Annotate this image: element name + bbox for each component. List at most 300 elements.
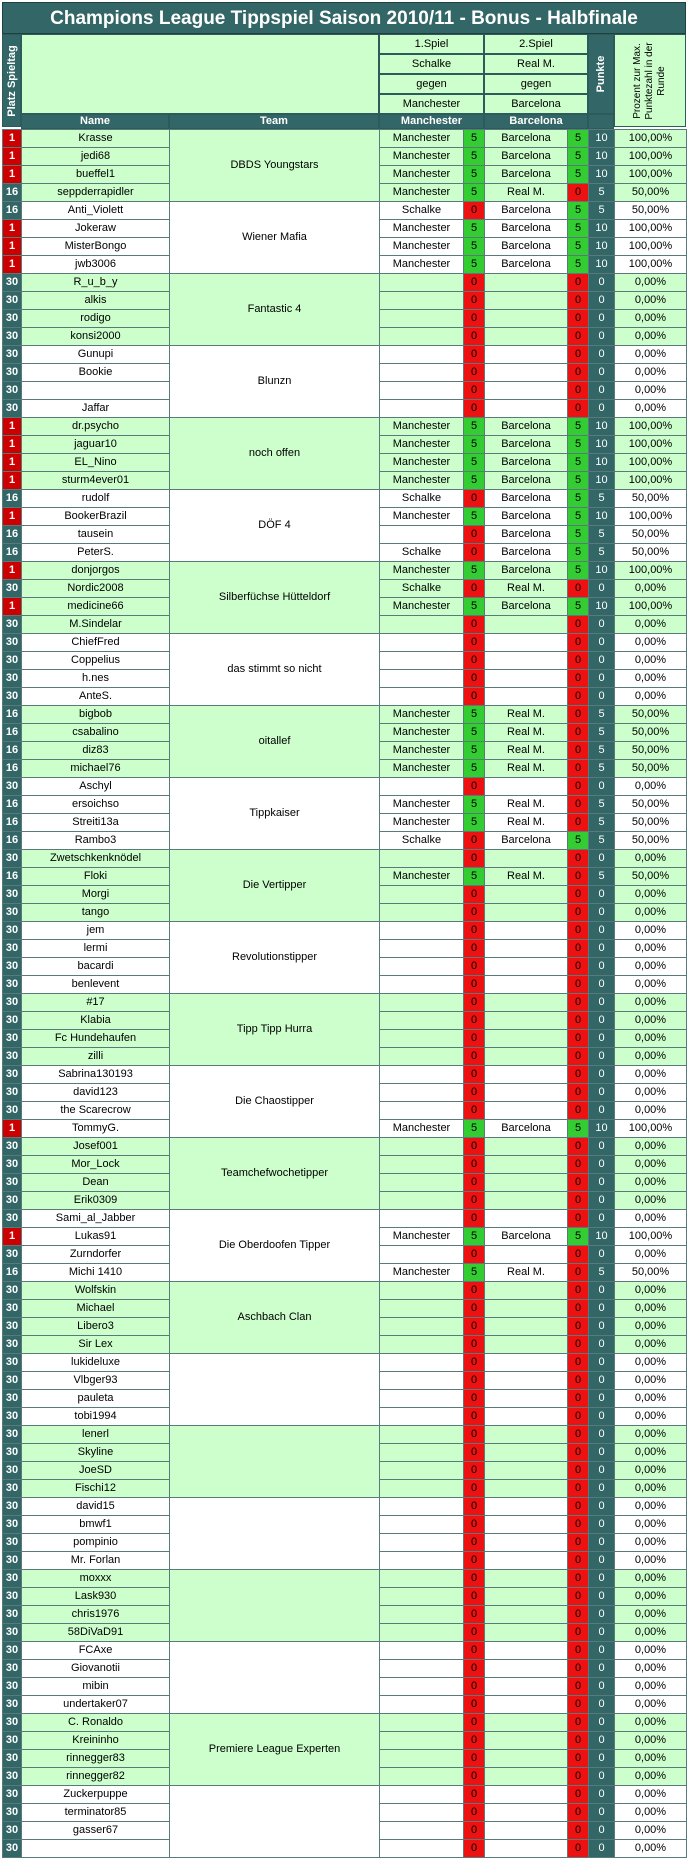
header-blank [21,34,379,114]
tipp2-cell [485,1606,568,1624]
name-cell: lenerl [22,1426,170,1444]
spiel2-away: Barcelona [484,94,588,114]
tipp2-cell [485,400,568,418]
points-cell: 0 [589,1462,615,1480]
rank-cell: 30 [3,1732,22,1750]
tipp2-cell: Barcelona [485,130,568,148]
name-cell: Mr. Forlan [22,1552,170,1570]
points-cell: 0 [589,1048,615,1066]
percent-cell: 0,00% [615,688,687,706]
score2-cell: 0 [568,652,589,670]
tipp2-cell [485,616,568,634]
points-cell: 0 [589,1696,615,1714]
tipp2-cell [485,670,568,688]
rank-cell: 30 [3,1282,22,1300]
tipp2-cell: Real M. [485,1264,568,1282]
score2-cell: 0 [568,760,589,778]
points-cell: 0 [589,328,615,346]
tipp1-cell: Schalke [380,544,464,562]
score2-cell: 5 [568,454,589,472]
score2-cell: 5 [568,1228,589,1246]
tipp1-cell: Manchester [380,184,464,202]
percent-cell: 0,00% [615,904,687,922]
tipp1-cell [380,1030,464,1048]
tipp2-cell: Real M. [485,706,568,724]
name-cell: Streiti13a [22,814,170,832]
score2-cell: 5 [568,256,589,274]
score2-cell: 0 [568,1318,589,1336]
points-cell: 0 [589,1750,615,1768]
rank-cell: 30 [3,1102,22,1120]
rank-cell: 1 [3,454,22,472]
tipp1-cell: Manchester [380,814,464,832]
tipp2-cell: Barcelona [485,418,568,436]
score2-cell: 0 [568,868,589,886]
score1-cell: 5 [464,724,485,742]
percent-cell: 50,00% [615,1264,687,1282]
table-row [3,1786,687,1804]
rank-cell: 30 [3,1750,22,1768]
team-cell: Blunzn [170,346,380,418]
tipp1-cell [380,634,464,652]
rank-cell: 30 [3,382,22,400]
tipp1-cell [380,1066,464,1084]
score2-cell: 0 [568,1678,589,1696]
score2-cell: 0 [568,634,589,652]
points-cell: 0 [589,1732,615,1750]
name-cell: csabalino [22,724,170,742]
name-cell [22,382,170,400]
score2-cell: 5 [568,436,589,454]
percent-cell: 50,00% [615,184,687,202]
score2-cell: 0 [568,1786,589,1804]
tipp2-cell: Barcelona [485,166,568,184]
percent-cell: 0,00% [615,580,687,598]
tipp2-cell [485,1066,568,1084]
points-cell: 0 [589,1156,615,1174]
tipp1-cell: Manchester [380,598,464,616]
points-cell: 5 [589,706,615,724]
rank-cell: 1 [3,562,22,580]
percent-cell: 0,00% [615,274,687,292]
score1-cell: 5 [464,868,485,886]
score1-cell: 0 [464,652,485,670]
tipp1-cell [380,1390,464,1408]
name-cell: alkis [22,292,170,310]
name-cell: lukideluxe [22,1354,170,1372]
percent-cell: 0,00% [615,364,687,382]
name-cell: Anti_Violett [22,202,170,220]
score2-cell: 0 [568,1354,589,1372]
points-cell: 10 [589,238,615,256]
rank-cell: 1 [3,166,22,184]
tipp1-cell [380,526,464,544]
points-cell: 0 [589,1678,615,1696]
score1-cell: 0 [464,1822,485,1840]
score2-cell: 0 [568,1768,589,1786]
score1-cell: 0 [464,850,485,868]
tipp1-cell: Manchester [380,868,464,886]
points-cell: 0 [589,904,615,922]
name-cell: Gunupi [22,346,170,364]
rank-cell: 30 [3,1570,22,1588]
percent-cell: 50,00% [615,760,687,778]
name-cell: undertaker07 [22,1696,170,1714]
points-cell: 10 [589,562,615,580]
score2-cell: 5 [568,166,589,184]
name-cell: david123 [22,1084,170,1102]
points-cell: 5 [589,724,615,742]
rank-cell: 1 [3,130,22,148]
percent-cell: 100,00% [615,1120,687,1138]
percent-cell: 0,00% [615,1822,687,1840]
percent-cell: 0,00% [615,1768,687,1786]
name-cell: pauleta [22,1390,170,1408]
tipp1-cell [380,310,464,328]
points-cell: 5 [589,202,615,220]
tipp1-cell [380,1048,464,1066]
rank-cell: 30 [3,1696,22,1714]
points-cell: 0 [589,670,615,688]
score2-cell: 0 [568,1444,589,1462]
table-row [3,130,687,148]
percent-cell: 0,00% [615,1480,687,1498]
name-cell: Zuckerpuppe [22,1786,170,1804]
tipp1-cell [380,1174,464,1192]
score1-cell: 0 [464,400,485,418]
name-cell: Zwetschkenknödel [22,850,170,868]
name-cell: bacardi [22,958,170,976]
tipp2-cell: Barcelona [485,1228,568,1246]
team-cell: Wiener Mafia [170,202,380,274]
percent-cell: 0,00% [615,1390,687,1408]
name-cell: rodigo [22,310,170,328]
rank-cell: 30 [3,1498,22,1516]
tipp1-cell [380,1696,464,1714]
rank-cell: 30 [3,1444,22,1462]
score2-cell: 0 [568,1066,589,1084]
score2-cell: 0 [568,904,589,922]
points-cell: 0 [589,1030,615,1048]
score2-cell: 0 [568,1570,589,1588]
tipp2-cell: Real M. [485,868,568,886]
tipp1-cell [380,1210,464,1228]
percent-cell: 0,00% [615,1426,687,1444]
score1-cell: 0 [464,670,485,688]
percent-cell: 0,00% [615,886,687,904]
score2-cell: 5 [568,832,589,850]
name-cell: ChiefFred [22,634,170,652]
points-cell: 10 [589,598,615,616]
tipp2-cell: Barcelona [485,598,568,616]
tipp1-cell [380,1840,464,1858]
score1-cell: 5 [464,1120,485,1138]
rank-cell: 30 [3,364,22,382]
score1-cell: 0 [464,1336,485,1354]
tipp2-cell [485,1102,568,1120]
tipp1-cell [380,364,464,382]
score1-cell: 5 [464,796,485,814]
tipp2-cell [485,886,568,904]
score1-cell: 0 [464,1084,485,1102]
score1-cell: 5 [464,130,485,148]
name-cell: jwb3006 [22,256,170,274]
score1-cell: 5 [464,220,485,238]
percent-cell: 0,00% [615,310,687,328]
percent-cell: 0,00% [615,1354,687,1372]
rank-cell: 30 [3,1714,22,1732]
name-cell: tango [22,904,170,922]
score2-cell: 0 [568,1084,589,1102]
tipp1-cell [380,1822,464,1840]
score2-cell: 0 [568,1174,589,1192]
points-cell: 10 [589,508,615,526]
table-row [3,346,687,364]
percent-cell: 50,00% [615,796,687,814]
points-cell: 0 [589,1570,615,1588]
points-cell: 0 [589,1300,615,1318]
tipp2-cell [485,1156,568,1174]
table-row [3,922,687,940]
team-cell: DÖF 4 [170,490,380,562]
tipp2-cell: Real M. [485,580,568,598]
tipp2-cell: Barcelona [485,508,568,526]
percent-cell: 0,00% [615,670,687,688]
score1-cell: 0 [464,1066,485,1084]
score2-cell: 0 [568,670,589,688]
rank-cell: 16 [3,1264,22,1282]
table-row [3,1210,687,1228]
score2-cell: 0 [568,1624,589,1642]
score2-cell: 0 [568,1210,589,1228]
col-punkte-blank [588,114,614,129]
tipp2-cell: Barcelona [485,436,568,454]
team-cell: Tipp Tipp Hurra [170,994,380,1066]
tipp2-cell [485,1570,568,1588]
tipp1-cell: Manchester [380,1120,464,1138]
score2-cell: 0 [568,1552,589,1570]
tipp2-cell [485,1534,568,1552]
percent-cell: 50,00% [615,742,687,760]
percent-cell: 0,00% [615,616,687,634]
tipp1-cell [380,904,464,922]
score2-cell: 0 [568,310,589,328]
tipp2-cell: Barcelona [485,454,568,472]
score2-cell: 0 [568,1300,589,1318]
name-cell: benlevent [22,976,170,994]
score2-cell: 0 [568,364,589,382]
name-cell: Bookie [22,364,170,382]
tipp2-cell: Barcelona [485,238,568,256]
table-row [3,634,687,652]
tipp1-cell: Manchester [380,562,464,580]
rank-cell: 30 [3,1300,22,1318]
points-cell: 5 [589,184,615,202]
rank-cell: 30 [3,634,22,652]
tipp2-cell: Barcelona [485,1120,568,1138]
points-cell: 0 [589,1138,615,1156]
tipp1-cell [380,1318,464,1336]
name-cell: zilli [22,1048,170,1066]
tipp2-cell [485,850,568,868]
rank-cell: 1 [3,472,22,490]
tipp2-cell: Real M. [485,814,568,832]
rank-cell: 1 [3,508,22,526]
points-cell: 0 [589,958,615,976]
tipp2-cell: Barcelona [485,544,568,562]
tipp1-cell [380,1102,464,1120]
percent-cell: 0,00% [615,1372,687,1390]
points-cell: 0 [589,1624,615,1642]
tipp1-cell [380,1552,464,1570]
tipp1-cell [380,1084,464,1102]
name-cell: MisterBongo [22,238,170,256]
name-cell: tausein [22,526,170,544]
points-cell: 10 [589,436,615,454]
score1-cell: 0 [464,1390,485,1408]
name-cell: Michi 1410 [22,1264,170,1282]
score2-cell: 0 [568,1048,589,1066]
score1-cell: 0 [464,1714,485,1732]
name-cell: rinnegger83 [22,1750,170,1768]
tipp1-cell [380,994,464,1012]
percent-cell: 100,00% [615,256,687,274]
points-cell: 0 [589,1660,615,1678]
points-cell: 0 [589,616,615,634]
rank-cell: 30 [3,1012,22,1030]
rank-cell: 30 [3,328,22,346]
percent-cell: 0,00% [615,1030,687,1048]
percent-cell: 0,00% [615,1624,687,1642]
percent-cell: 100,00% [615,508,687,526]
team-cell: Die Chaostipper [170,1066,380,1138]
points-cell: 0 [589,400,615,418]
name-cell: dr.psycho [22,418,170,436]
points-cell: 0 [589,1426,615,1444]
score2-cell: 0 [568,274,589,292]
name-cell: Lask930 [22,1588,170,1606]
rank-cell: 30 [3,1354,22,1372]
percent-cell: 0,00% [615,1588,687,1606]
tipp1-cell [380,1624,464,1642]
tipp2-cell: Barcelona [485,562,568,580]
rank-cell: 16 [3,202,22,220]
tipp1-cell [380,616,464,634]
name-cell: jem [22,922,170,940]
rank-cell: 30 [3,1786,22,1804]
name-cell: michael76 [22,760,170,778]
score2-cell: 0 [568,1372,589,1390]
rank-cell: 16 [3,796,22,814]
percent-cell: 0,00% [615,1408,687,1426]
score1-cell: 5 [464,814,485,832]
tipp1-cell: Schalke [380,490,464,508]
tipp2-cell [485,904,568,922]
tipp1-cell [380,1156,464,1174]
percent-cell: 0,00% [615,976,687,994]
rank-cell: 30 [3,1516,22,1534]
percent-cell: 0,00% [615,1444,687,1462]
tipp1-cell [380,778,464,796]
score2-cell: 0 [568,1480,589,1498]
percent-cell: 0,00% [615,1786,687,1804]
tipp1-cell [380,1012,464,1030]
rank-cell: 1 [3,220,22,238]
score1-cell: 0 [464,1840,485,1858]
score2-cell: 0 [568,1660,589,1678]
spiel2-label: 2.Spiel [484,34,588,54]
score1-cell: 0 [464,976,485,994]
team-cell [170,1642,380,1714]
score1-cell: 0 [464,1426,485,1444]
rank-cell: 30 [3,1084,22,1102]
name-cell: Rambo3 [22,832,170,850]
rank-cell: 30 [3,1390,22,1408]
table-row [3,418,687,436]
score1-cell: 0 [464,1462,485,1480]
points-cell: 0 [589,850,615,868]
name-cell: terminator85 [22,1804,170,1822]
rank-cell: 30 [3,274,22,292]
score1-cell: 5 [464,166,485,184]
rank-cell: 30 [3,616,22,634]
points-cell: 0 [589,1084,615,1102]
score1-cell: 0 [464,922,485,940]
points-cell: 0 [589,1246,615,1264]
score1-cell: 0 [464,1048,485,1066]
rank-cell: 30 [3,1318,22,1336]
percent-cell: 0,00% [615,1804,687,1822]
tipp2-cell [485,1282,568,1300]
name-cell: Zurndorfer [22,1246,170,1264]
ranking-table [2,129,687,1858]
tipp1-cell: Manchester [380,238,464,256]
score2-cell: 5 [568,598,589,616]
table-row [3,850,687,868]
score1-cell: 0 [464,1732,485,1750]
points-cell: 10 [589,166,615,184]
tipp2-cell [485,1768,568,1786]
score1-cell: 0 [464,1624,485,1642]
rank-cell: 30 [3,688,22,706]
name-cell: Lukas91 [22,1228,170,1246]
score2-cell: 0 [568,1696,589,1714]
points-cell: 5 [589,760,615,778]
rank-cell: 30 [3,1048,22,1066]
rank-cell: 30 [3,994,22,1012]
score1-cell: 0 [464,328,485,346]
tipp2-cell [485,1138,568,1156]
percent-cell: 0,00% [615,652,687,670]
rank-cell: 30 [3,940,22,958]
team-cell: oitallef [170,706,380,778]
rank-cell: 30 [3,1192,22,1210]
tipp2-cell [485,364,568,382]
score2-cell: 0 [568,1156,589,1174]
tipp2-cell [485,1426,568,1444]
percent-cell: 0,00% [615,1696,687,1714]
percent-cell: 100,00% [615,454,687,472]
name-cell: bueffel1 [22,166,170,184]
name-cell: Libero3 [22,1318,170,1336]
score2-cell: 0 [568,382,589,400]
tipp2-cell [485,1516,568,1534]
score1-cell: 0 [464,1552,485,1570]
score2-cell: 0 [568,922,589,940]
team-cell: Silberfüchse Hütteldorf [170,562,380,634]
name-cell: ersoichso [22,796,170,814]
tipp1-cell: Schalke [380,832,464,850]
